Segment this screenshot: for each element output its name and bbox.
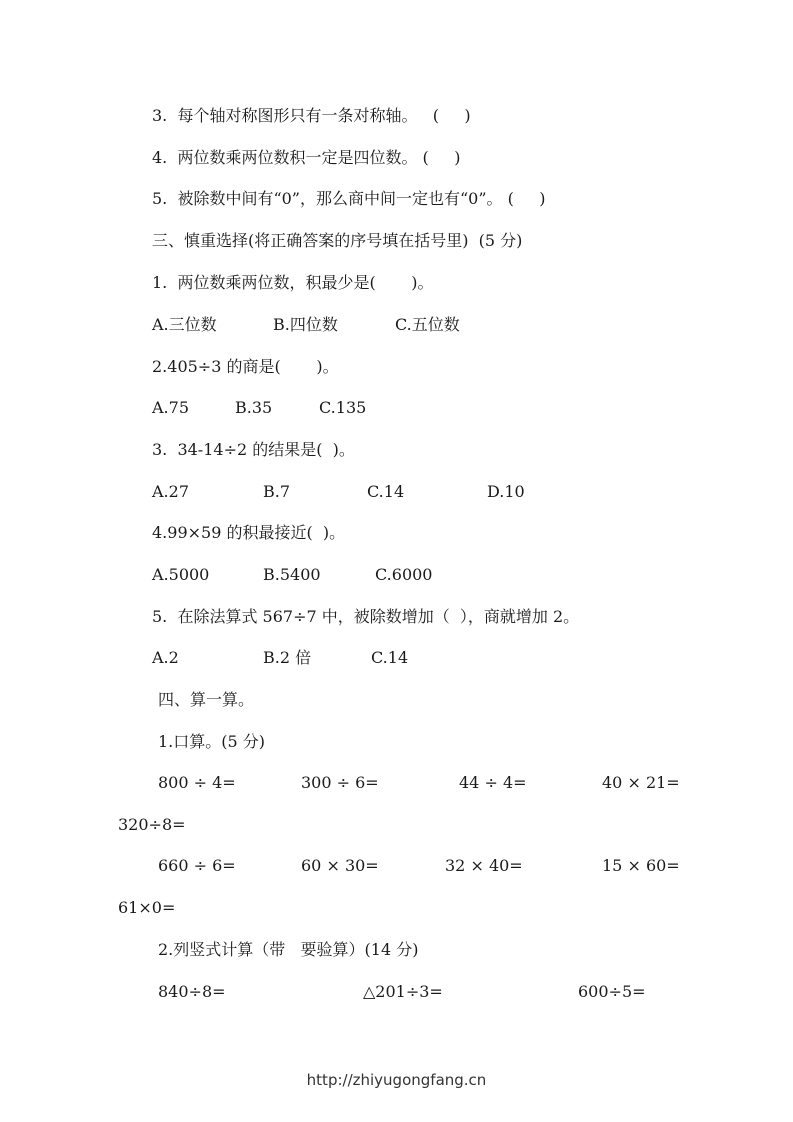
oral-item: 40 × 21= [602, 773, 680, 792]
option-d: D.10 [487, 482, 525, 501]
vertical-title: 2.列竖式计算（带 要验算）(14 分) [158, 940, 419, 959]
oral-item: 660 ÷ 6= [158, 856, 236, 875]
judge-q3: 3. 每个轴对称图形只有一条对称轴。 ( ) [152, 106, 471, 125]
option-b: B.2 倍 [263, 648, 312, 667]
option-a: A.27 [152, 482, 189, 501]
vertical-item: 840÷8= [158, 982, 226, 1001]
option-a: A.2 [152, 648, 179, 667]
choice-q5: 5. 在除法算式 567÷7 中，被除数增加（ ），商就增加 2。 [152, 607, 580, 626]
option-b: B.5400 [263, 565, 321, 584]
vertical-item: 600÷5= [578, 982, 646, 1001]
option-a: A.75 [152, 398, 189, 417]
option-c: C.135 [319, 398, 367, 417]
oral-row-2-wrap: 61×0= [118, 898, 176, 917]
section3-title: 三、慎重选择(将正确答案的序号填在括号里) (5 分) [152, 231, 523, 250]
option-a: A.5000 [152, 565, 210, 584]
option-c: C.6000 [375, 565, 433, 584]
option-b: B.四位数 [273, 315, 338, 334]
option-c: C.五位数 [395, 315, 460, 334]
choice-q3: 3. 34-14÷2 的结果是( )。 [152, 440, 355, 459]
option-b: B.35 [235, 398, 273, 417]
choice-q1: 1. 两位数乘两位数，积最少是( )。 [152, 273, 434, 292]
judge-q4: 4. 两位数乘两位数积一定是四位数。 ( ) [152, 148, 461, 167]
oral-item: 44 ÷ 4= [459, 773, 527, 792]
footer-url: http://zhiyugongfang.cn [306, 1071, 487, 1089]
option-b: B.7 [263, 482, 291, 501]
option-c: C.14 [371, 648, 409, 667]
oral-title: 1.口算。(5 分) [158, 732, 266, 751]
vertical-item: △201÷3= [363, 982, 443, 1001]
oral-row-1-wrap: 320÷8= [118, 815, 186, 834]
choice-q2: 2.405÷3 的商是( )。 [152, 357, 339, 376]
option-c: C.14 [367, 482, 405, 501]
oral-item: 300 ÷ 6= [301, 773, 379, 792]
oral-item: 15 × 60= [602, 856, 680, 875]
oral-item: 800 ÷ 4= [158, 773, 236, 792]
section4-title: 四、算一算。 [158, 690, 255, 709]
option-a: A.三位数 [152, 315, 217, 334]
choice-q4: 4.99×59 的积最接近( )。 [152, 523, 346, 542]
oral-item: 32 × 40= [445, 856, 523, 875]
oral-item: 60 × 30= [301, 856, 379, 875]
judge-q5: 5. 被除数中间有“0”，那么商中间一定也有“0”。 ( ) [152, 189, 546, 208]
